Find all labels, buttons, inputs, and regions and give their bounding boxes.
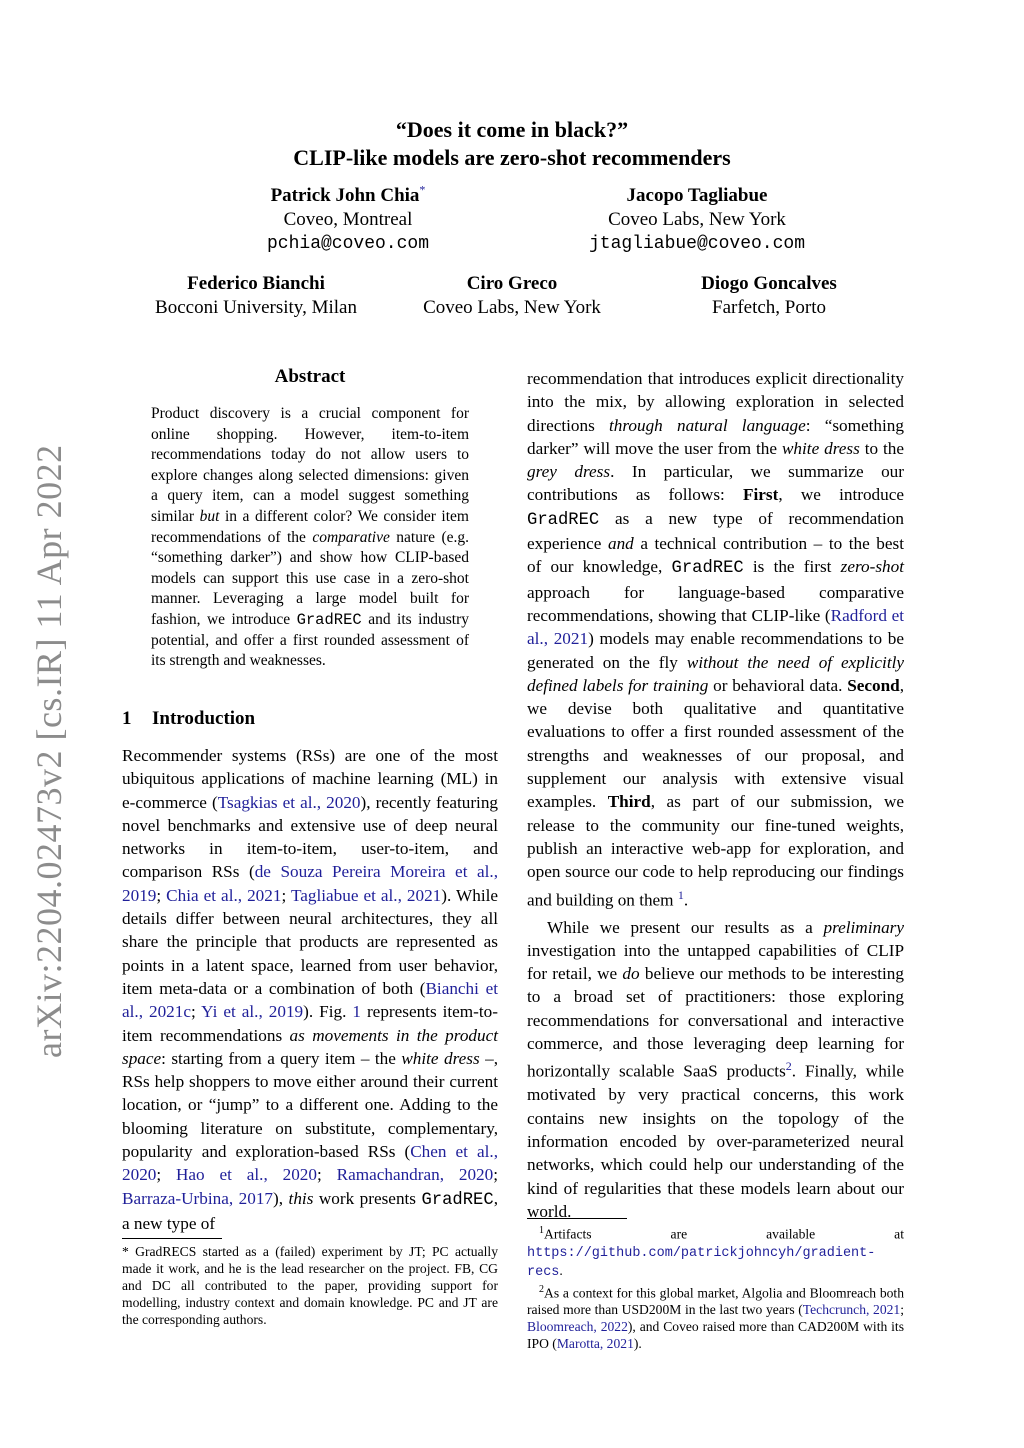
author-block-1	[226, 184, 470, 256]
paper-title	[0, 116, 1024, 172]
footnote-link[interactable]: 2	[785, 1059, 792, 1074]
citation-link[interactable]: Techcrunch, 2021	[802, 1302, 901, 1318]
gradrec-term: GradREC	[527, 510, 600, 530]
author-block-4	[402, 272, 622, 320]
author-name: Diogo Goncalves	[701, 273, 837, 294]
author-affiliation: Bocconi University, Milan	[155, 297, 357, 318]
title-line-1: “Does it come in black?”	[395, 117, 629, 142]
author-email: jtagliabue@coveo.com	[588, 234, 806, 254]
author-affiliation: Coveo, Montreal	[283, 209, 413, 230]
citation-link[interactable]: Yi et al., 2019	[201, 1002, 304, 1022]
title-line-2: CLIP-like models are zero-shot recommenders	[293, 145, 731, 170]
footnote-link[interactable]: 1	[677, 887, 684, 902]
introduction-body: Recommender systems (RSs) are one of the most ubiquitous applications of machine learning (ML) in e-commerce (Tsagkias et al., 2020), recently featuring novel benchmarks and extensive use of deep neural networks in item-to-item, user-to-item, and comparison RSs (de Souza Pereira Moreira et al., 2019; Chia et al., 2021; Tagliabue et al., 2021). While details differ between neural architectures, they all share the principle that products are represented as points in a latent space, learned from user behavior, item meta-data or a combination of both (Bianchi et al., 2021c; Yi et al., 2019). Fig. 1 represents item-to-item recommendations as movements in the product space: starting from a query item – the white dress –, RSs help shoppers to move either around their current location, or “jump” to a different one. Adding to the blooming literature on substitute, complementary, popularity and exploration-based RSs (Chen et al., 2020; Hao et al., 2020; Ramachandran, 2020; Barraza-Urbina, 2017), this work presents GradREC, a new type of	[122, 746, 499, 1233]
citation-link[interactable]: Chen et al., 2020	[122, 1142, 498, 1185]
footnote-1: $^1$Artifacts are available at https://github.com/patrickjohncyh/gradient-recs.	[527, 1225, 904, 1280]
citation-link[interactable]: Marotta, 2021	[556, 1336, 634, 1352]
gradrec-term: GradREC	[421, 1190, 494, 1210]
footnotes-right	[527, 1222, 904, 1352]
author-block-2	[547, 184, 847, 256]
author-name: Jacopo Tagliabue	[626, 185, 768, 206]
citation-link[interactable]: Bianchi et al., 2021c	[122, 978, 498, 1022]
footnote-2: $^2$As a context for this global market, Algolia and Bloomreach both raised more than USD200M in the last two years (Techcrunch, 2021; Bloomreach, 2022), and Coveo raised more than CAD200M with its IPO (Marotta, 2021).	[527, 1283, 904, 1352]
citation-link[interactable]: Hao et al., 2020	[176, 1165, 317, 1185]
abstract-body: Product discovery is a crucial component for online shopping. However, item-to-item recommendations today do not allow users to explore changes along selected dimensions: given a query item, can a model suggest something similar but in a different color? We consider item recommendations of the comparative nature (e.g. “something darker”) and show how CLIP-based models can support this use case in a zero-shot manner. Leveraging a large model built for fashion, we introduce GradREC and its industry potential, and offer a first rounded assessment of its strength and weaknesses.	[151, 405, 469, 670]
author-name: Ciro Greco	[466, 273, 558, 294]
gradrec-term: GradREC	[296, 610, 362, 629]
author-affiliation: Coveo Labs, New York	[423, 297, 601, 318]
footnote-author-contributions: * GradRECS started as a (failed) experiment by JT; PC actually made it work, and he is the lead researcher on the project. FB, CG and DC all contributed to the paper, providing support for modelling, industry context and domain knowledge. PC and JT are the corresponding authors.	[122, 1244, 498, 1327]
arxiv-identifier: arXiv:2204.02473v2 [cs.IR] 11 Apr 2022	[29, 444, 69, 1058]
paragraph-preliminary: While we present our results as a preliminary investigation into the untapped capabilities of CLIP for retail, we do believe our methods to be interesting to a broad set of practitioners: those exploring recommendations for conversational and interactive commerce, and those leveraging deep learning for horizontally scalable SaaS products$^2$. Finally, while motivated by very practical concerns, this work contains new insights on the topology of the information encoded by over-parameterized neural networks, which could help our understanding of the kind of regularities that these models learn about our world.	[527, 917, 904, 1221]
right-column-body	[527, 367, 904, 1223]
paragraph-contributions: recommendation that introduces explicit directionality into the mix, by allowing exploration in selected directions through natural language: “something darker” will move the user from the white dress to the grey dress. In particular, we summarize our contributions as follows: First, we introduce GradREC as a new type of recommendation experience and a technical contribution – to the best of our knowledge, GradREC is the first zero-shot approach for language-based comparative recommendations, showing that CLIP-like (Radford et al., 2021) models may enable recommendations to be generated on the fly without the need of explicitly defined labels for training or behavioral data. Second, we devise both qualitative and quantitative evaluations to offer a first rounded assessment of the strengths and weaknesses of our proposal, and supplement our analysis with extensive visual examples. Third, as part of our submission, we release to the community our fine-tuned weights, publish an interactive web-app for exploration, and open source our code to help reproducing our findings and building on them $^1$.	[527, 369, 905, 910]
author-block-3	[130, 272, 382, 320]
figure-reference-link[interactable]: 1	[352, 1002, 361, 1022]
citation-link[interactable]: Ramachandran, 2020	[336, 1165, 494, 1185]
citation-link[interactable]: Chia et al., 2021	[166, 885, 282, 905]
section-heading-introduction: 1 Introduction	[122, 708, 256, 729]
github-link[interactable]: https://github.com/patrickjohncyh/gradient-recs	[527, 1245, 876, 1280]
footnote-rule	[122, 1238, 222, 1239]
citation-link[interactable]: Radford et al., 2021	[527, 605, 904, 649]
author-affiliation: Coveo Labs, New York	[608, 209, 786, 230]
footnote-rule	[527, 1218, 627, 1219]
gradrec-term: GradREC	[671, 559, 744, 579]
citation-link[interactable]: Tagliabue et al., 2021	[290, 885, 442, 905]
citation-link[interactable]: Barraza-Urbina, 2017	[122, 1188, 274, 1208]
author-footnote-mark[interactable]: *	[419, 182, 426, 197]
citation-link[interactable]: Bloomreach, 2022	[527, 1319, 628, 1335]
author-name: Patrick John Chia	[270, 185, 420, 206]
author-block-5	[672, 272, 866, 320]
author-name: Federico Bianchi	[187, 273, 325, 294]
author-affiliation: Farfetch, Porto	[712, 297, 826, 318]
citation-link[interactable]: Tsagkias et al., 2020	[217, 792, 361, 812]
abstract-heading: Abstract	[274, 366, 346, 387]
citation-link[interactable]: de Souza Pereira Moreira et al., 2019	[122, 862, 498, 905]
author-email: pchia@coveo.com	[266, 234, 430, 254]
